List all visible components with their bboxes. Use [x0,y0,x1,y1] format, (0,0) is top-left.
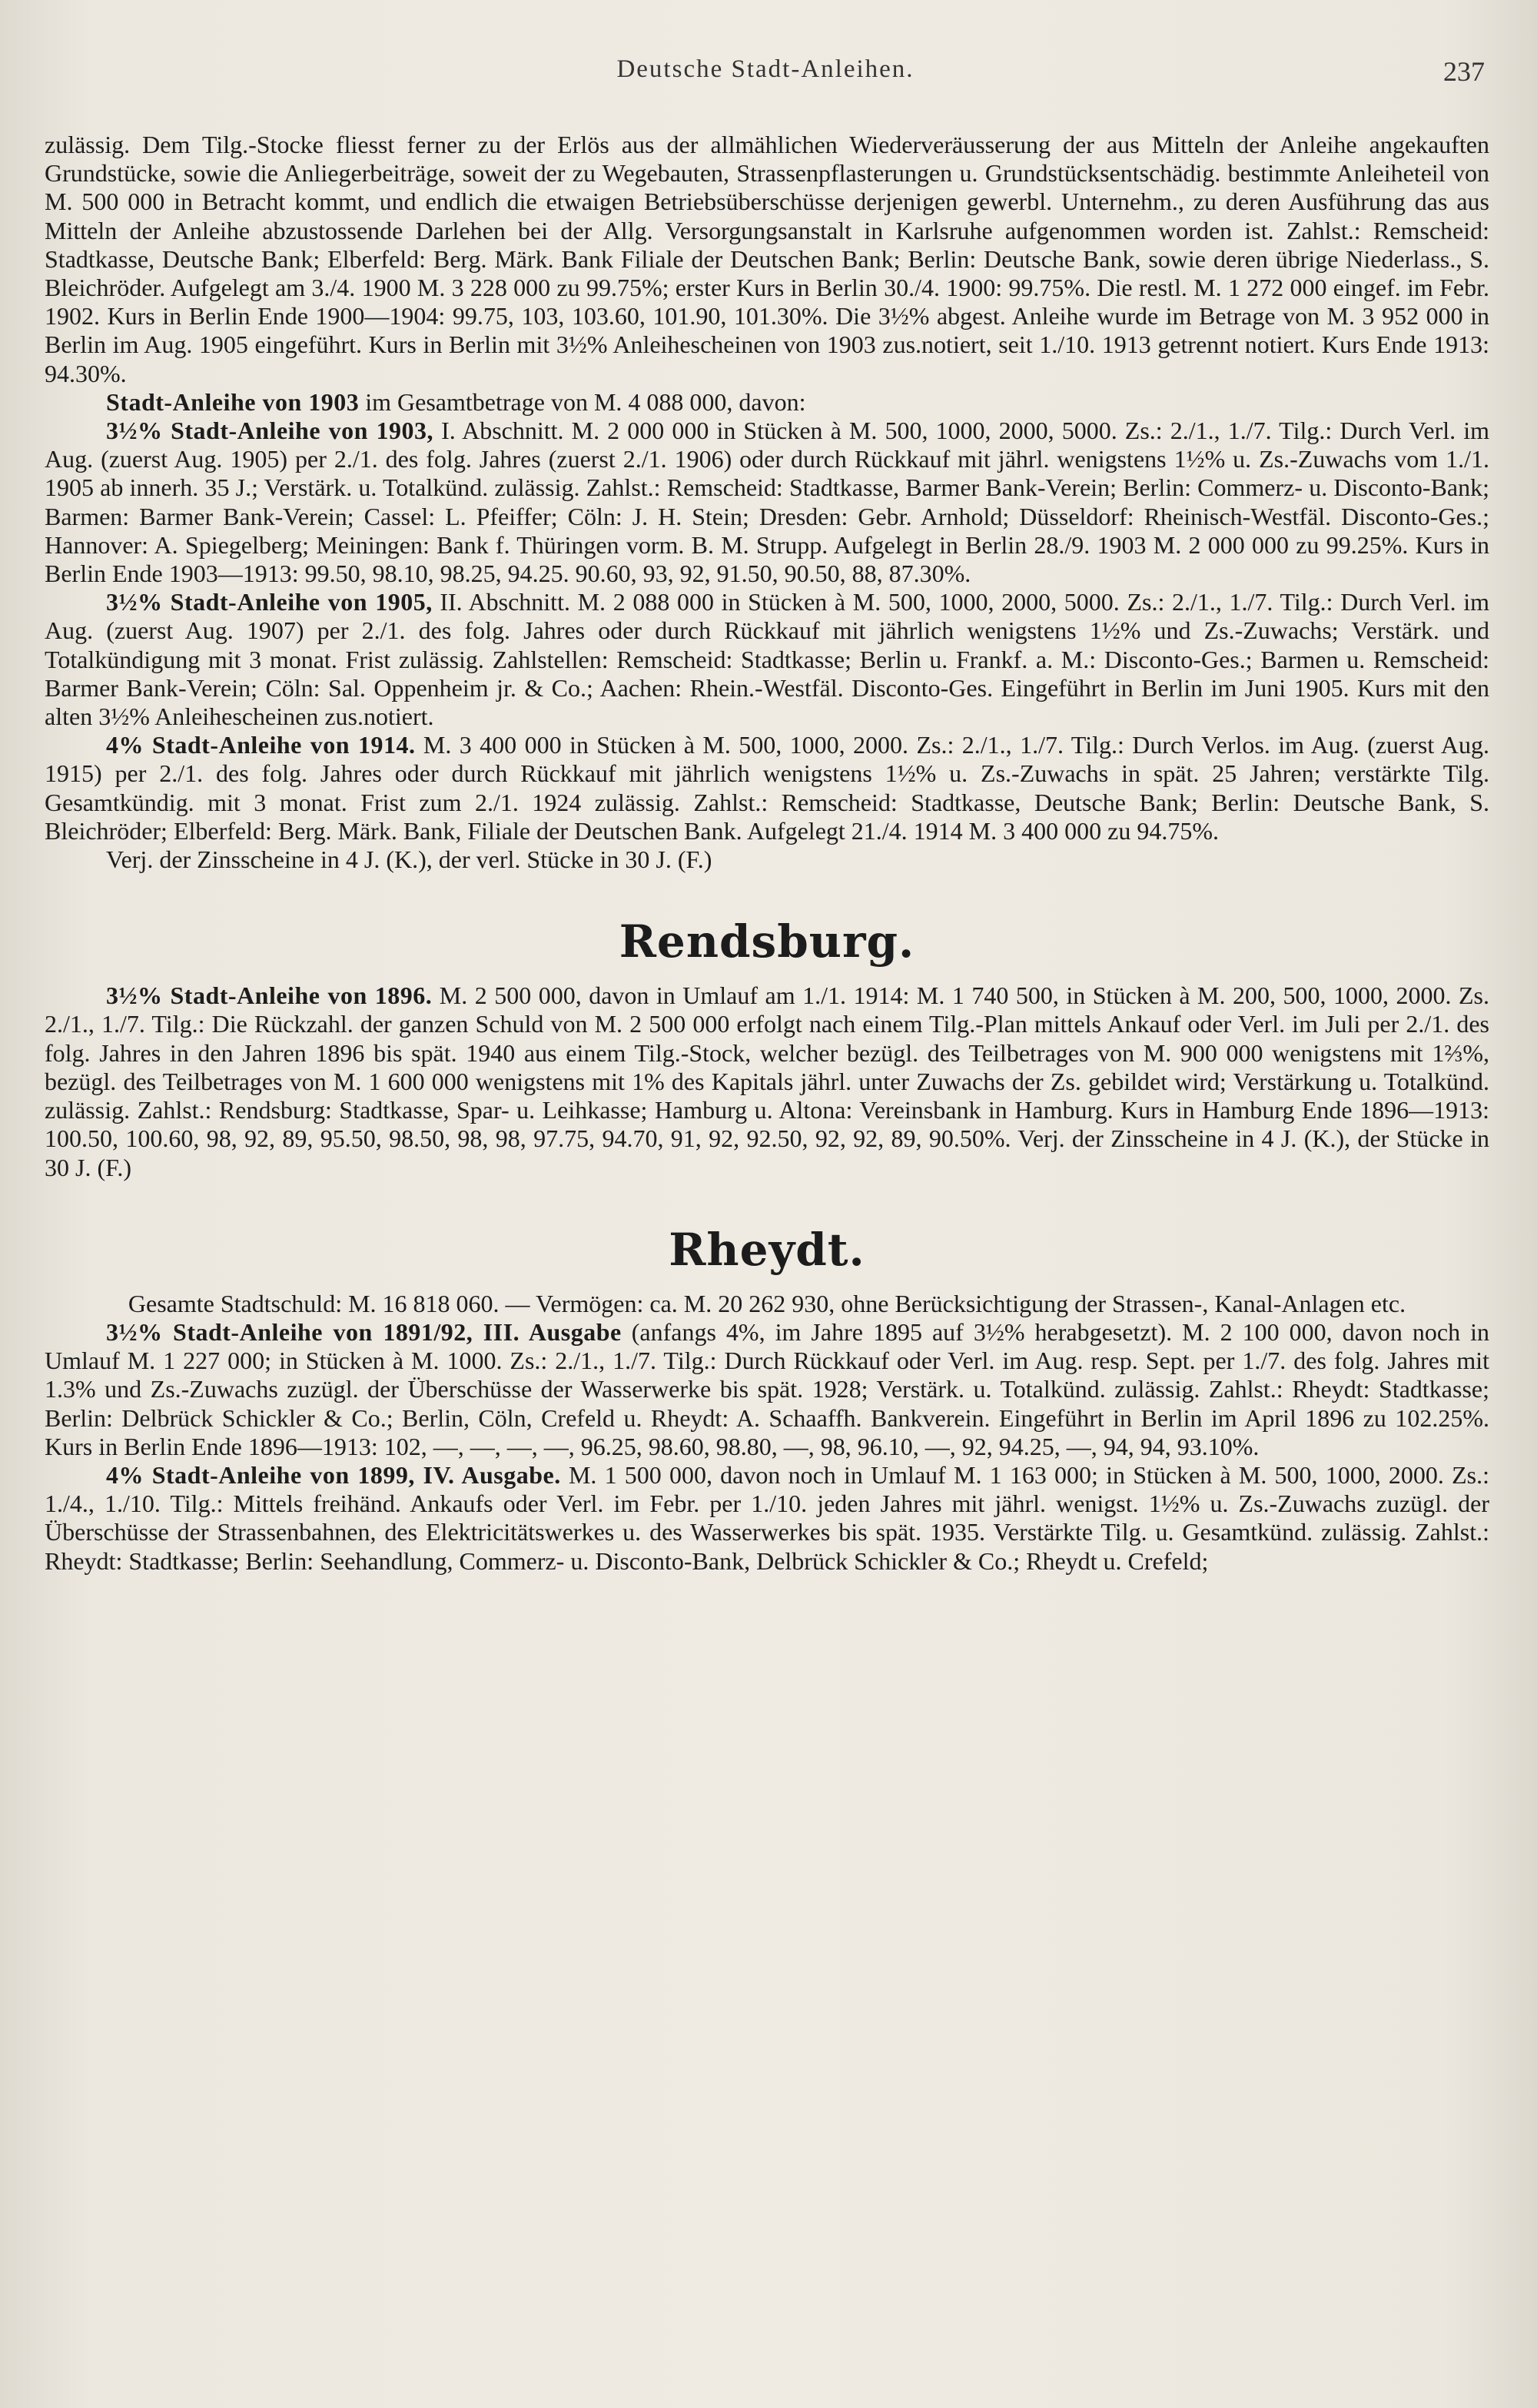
entry-text: (anfangs 4%, im Jahre 1895 auf 3½% herabgesetzt). M. 2 100 000, davon noch in Umlauf M. 1 227 000; in Stücken à M. 1000. Zs.: 2./1., 1./7. Tilg.: Durch Rückkauf oder Verl. im Aug. resp. Sept. per 1./7. des folg. Jahres mit 1.3% und Zs.-Zuwachs zuzügl. der Überschüsse der Wasserwerke bis spät. 1928; Verstärk. u. Totalkünd. zulässig. Zahlst.: Rheydt: Stadtkasse; Berlin: Delbrück Schickler & Co.; Berlin, Cöln, Crefeld u. Rheydt: A. Schaaffh. Bankverein. Eingeführt in Berlin im April 1896 zu 102.25%. Kurs in Berlin Ende 1896—1913: 102, —, —, —, —, 96.25, 98.60, 98.80, —, 98, 96.10, —, 92, 94.25, —, 94, 94, 93.10%. [45,1317,1490,1460]
entry-text: im Gesamtbetrage von M. 4 088 000, davon: [359,387,806,416]
remscheid-1914-loan [45,731,1489,845]
section-title-rendsburg: Rendsburg. [619,915,915,968]
page-number: 237 [1443,56,1485,87]
page-body [45,131,1489,1576]
entry-text: I. Abschnitt. M. 2 000 000 in Stücken à M. 500, 1000, 2000, 5000. Zs.: 2./1., 1./7. Tilg.: Durch Verl. im Aug. (zuerst Aug. 1905) per 2./1. des folg. Jahres (zuerst 2./1. 1906) oder durch Rückkauf mit jährl. wenigstens 1½% u. Zs.-Zuwachs vom 1./1. 1905 ab innerh. 35 J.; Verstärk. u. Totalkünd. zulässig. Zahlst.: Remscheid: Stadtkasse, Barmer Bank-Verein; Berlin: Commerz- u. Disconto-Bank; Barmen: Barmer Bank-Verein; Cassel: L. Pfeiffer; Cöln: J. H. Stein; Dresden: Gebr. Arnhold; Düsseldorf: Rheinisch-Westfäl. Disconto-Ges.; Hannover: A. Spiegelberg; Meiningen: Bank f. Thüringen vorm. B. M. Strupp. Aufgelegt in Berlin 28./9. 1903 M. 2 000 000 zu 99.25%. Kurs in Berlin Ende 1903—1913: 99.50, 98.10, 98.25, 94.25. 90.60, 93, 92, 91.50, 90.50, 88, 87.30%. [45,417,1490,588]
remscheid-1903-loan [45,417,1489,588]
rheydt-total-debt: Gesamte Stadtschuld: M. 16 818 060. — Vermögen: ca. M. 20 262 930, ohne Berücksichtigung der Strassen-, Kanal-Anlagen etc. [128,1289,1406,1317]
entry-heading: 3½% Stadt-Anleihe von 1891/92, III. Ausgabe [106,1317,622,1346]
remscheid-1903-summary [45,388,1489,417]
entry-text: M. 3 400 000 in Stücken à M. 500, 1000, 2000. Zs.: 2./1., 1./7. Tilg.: Durch Verlos. im Aug. (zuerst Aug. 1915) per 2./1. des folg. Jahres oder durch Rückkauf mit jährlich wenigstens 1½% u. Zs.-Zuwachs in spät. 25 Jahren; verstärkte Tilg. Gesamtkündig. mit 3 monat. Frist zum 2./1. 1924 zulässig. Zahlst.: Remscheid: Stadtkasse, Deutsche Bank; Berlin: Deutsche Bank, S. Bleichröder; Elberfeld: Berg. Märk. Bank, Filiale der Deutschen Bank. Aufgelegt 21./4. 1914 M. 3 400 000 zu 94.75%. [45,731,1490,845]
entry-text: M. 2 500 000, davon in Umlauf am 1./1. 1914: M. 1 740 500, in Stücken à M. 200, 500, 1000, 2000. Zs. 2./1., 1./7. Tilg.: Die Rückzahl. der ganzen Schuld von M. 2 500 000 erfolgt nach einem Tilg.-Plan mittels Ankauf oder Verl. im Juli per 2./1. des folg. Jahres in den Jahren 1896 bis spät. 1940 aus einem Tilg.-Stock, welcher bezügl. des Teilbetrages von M. 900 000 wenigstens mit 1⅔%, bezügl. des Teilbetrages von M. 1 600 000 wenigstens mit 1% des Kapitals jährl. unter Zuwachs der Zs. gebildet wird; Verstärkung u. Totalkünd. zulässig. Zahlst.: Rendsburg: Stadtkasse, Spar- u. Leihkasse; Hamburg u. Altona: Vereinsbank in Hamburg. Kurs in Hamburg Ende 1896—1913: 100.50, 100.60, 98, 92, 89, 95.50, 98.50, 98, 98, 97.75, 94.70, 91, 92, 92.50, 92, 92, 89, 90.50%. Verj. der Zinsscheine in 4 J. (K.), der Stücke in 30 J. (F.) [45,981,1490,1181]
remscheid-continuation: zulässig. Dem Tilg.-Stocke fliesst ferner zu der Erlös aus der allmählichen Wiederveräusserung der aus Mitteln der Anleihe angekauften Grundstücke, sowie die Anliegerbeiträge, soweit der zu Wegebauten, Strassenpflasterungen u. Grundstücksentschädig. bestimmte Anleiheteil von M. 500 000 in Betracht kommt, und endlich die etwaigen Betriebsüberschüsse derjenigen gewerbl. Unternehm., zu deren Ausführung das aus Mitteln der Anleihe abzustossende Darlehen bei der Allg. Versorgungsanstalt in Karlsruhe aufgenommen worden ist. Zahlst.: Remscheid: Stadtkasse, Deutsche Bank; Elberfeld: Berg. Märk. Bank Filiale der Deutschen Bank; Berlin: Deutsche Bank, sowie deren übrige Niederlass., S. Bleichröder. Aufgelegt am 3./4. 1900 M. 3 228 000 zu 99.75%; erster Kurs in Berlin 30./4. 1900: 99.75%. Die restl. M. 1 272 000 eingef. im Febr. 1902. Kurs in Berlin Ende 1900—1904: 99.75, 103, 103.60, 101.90, 101.30%. Die 3½% abgest. Anleihe wurde im Betrage von M. 3 952 000 in Berlin im Aug. 1905 eingeführt. Kurs in Berlin mit 3½% Anleihescheinen von 1903 zus.notiert, seit 1./10. 1913 getrennt notiert. Kurs Ende 1913: 94.30%. [45,131,1489,387]
entry-heading: 3½% Stadt-Anleihe von 1896. [106,981,433,1010]
entry-heading: 3½% Stadt-Anleihe von 1903, [106,417,434,445]
page-header [46,55,1485,101]
remscheid-verjaehrung: Verj. der Zinsscheine in 4 J. (K.), der verl. Stücke in 30 J. (F.) [106,845,712,874]
entry-heading: Stadt-Anleihe von 1903 [106,387,360,416]
entry-heading: 4% Stadt-Anleihe von 1899, IV. Ausgabe. [106,1460,561,1489]
rheydt-1899-loan [45,1461,1489,1576]
entry-text: II. Abschnitt. M. 2 088 000 in Stücken à M. 500, 1000, 2000, 5000. Zs.: 2./1., 1./7. Tilg.: Durch Verl. im Aug. (zuerst Aug. 1907) per 2./1. des folg. Jahres oder durch Rückkauf mit jährlich wenigstens 1½% und Zs.-Zuwachs; Verstärk. und Totalkündigung mit 3 monat. Frist zulässig. Zahlstellen: Remscheid: Stadtkasse; Berlin u. Frankf. a. M.: Disconto-Ges.; Barmen u. Remscheid: Barmer Bank-Verein; Cöln: Sal. Oppenheim jr. & Co.; Aachen: Rhein.-Westfäl. Disconto-Ges. Eingeführt in Berlin im Juni 1905. Kurs mit den alten 3½% Anleihescheinen zus.notiert. [45,588,1489,731]
running-title: Deutsche Stadt-Anleihen. [616,55,915,83]
rheydt-1891-loan [45,1318,1489,1461]
section-title-rheydt: Rheydt. [669,1223,865,1276]
entry-text: M. 1 500 000, davon noch in Umlauf M. 1 163 000; in Stücken à M. 500, 1000, 2000. Zs.: 1./4., 1./10. Tilg.: Mittels freihänd. Ankaufs oder Verl. im Febr. per 1./10. jeden Jahres mit jährl. wenigst. 1½% u. Zs.-Zuwachs zuzügl. der Überschüsse der Strassenbahnen, des Elektricitätswerkes u. des Wasserwerkes bis spät. 1935. Verstärkte Tilg. u. Gesamtkünd. zulässig. Zahlst.: Rheydt: Stadtkasse; Berlin: Seehandlung, Commerz- u. Disconto-Bank, Delbrück Schickler & Co.; Rheydt u. Crefeld; [45,1460,1489,1575]
rendsburg-1896-loan [45,981,1489,1181]
entry-heading: 4% Stadt-Anleihe von 1914. [106,731,416,759]
entry-heading: 3½% Stadt-Anleihe von 1905, [106,588,433,616]
remscheid-1905-loan [45,588,1489,731]
